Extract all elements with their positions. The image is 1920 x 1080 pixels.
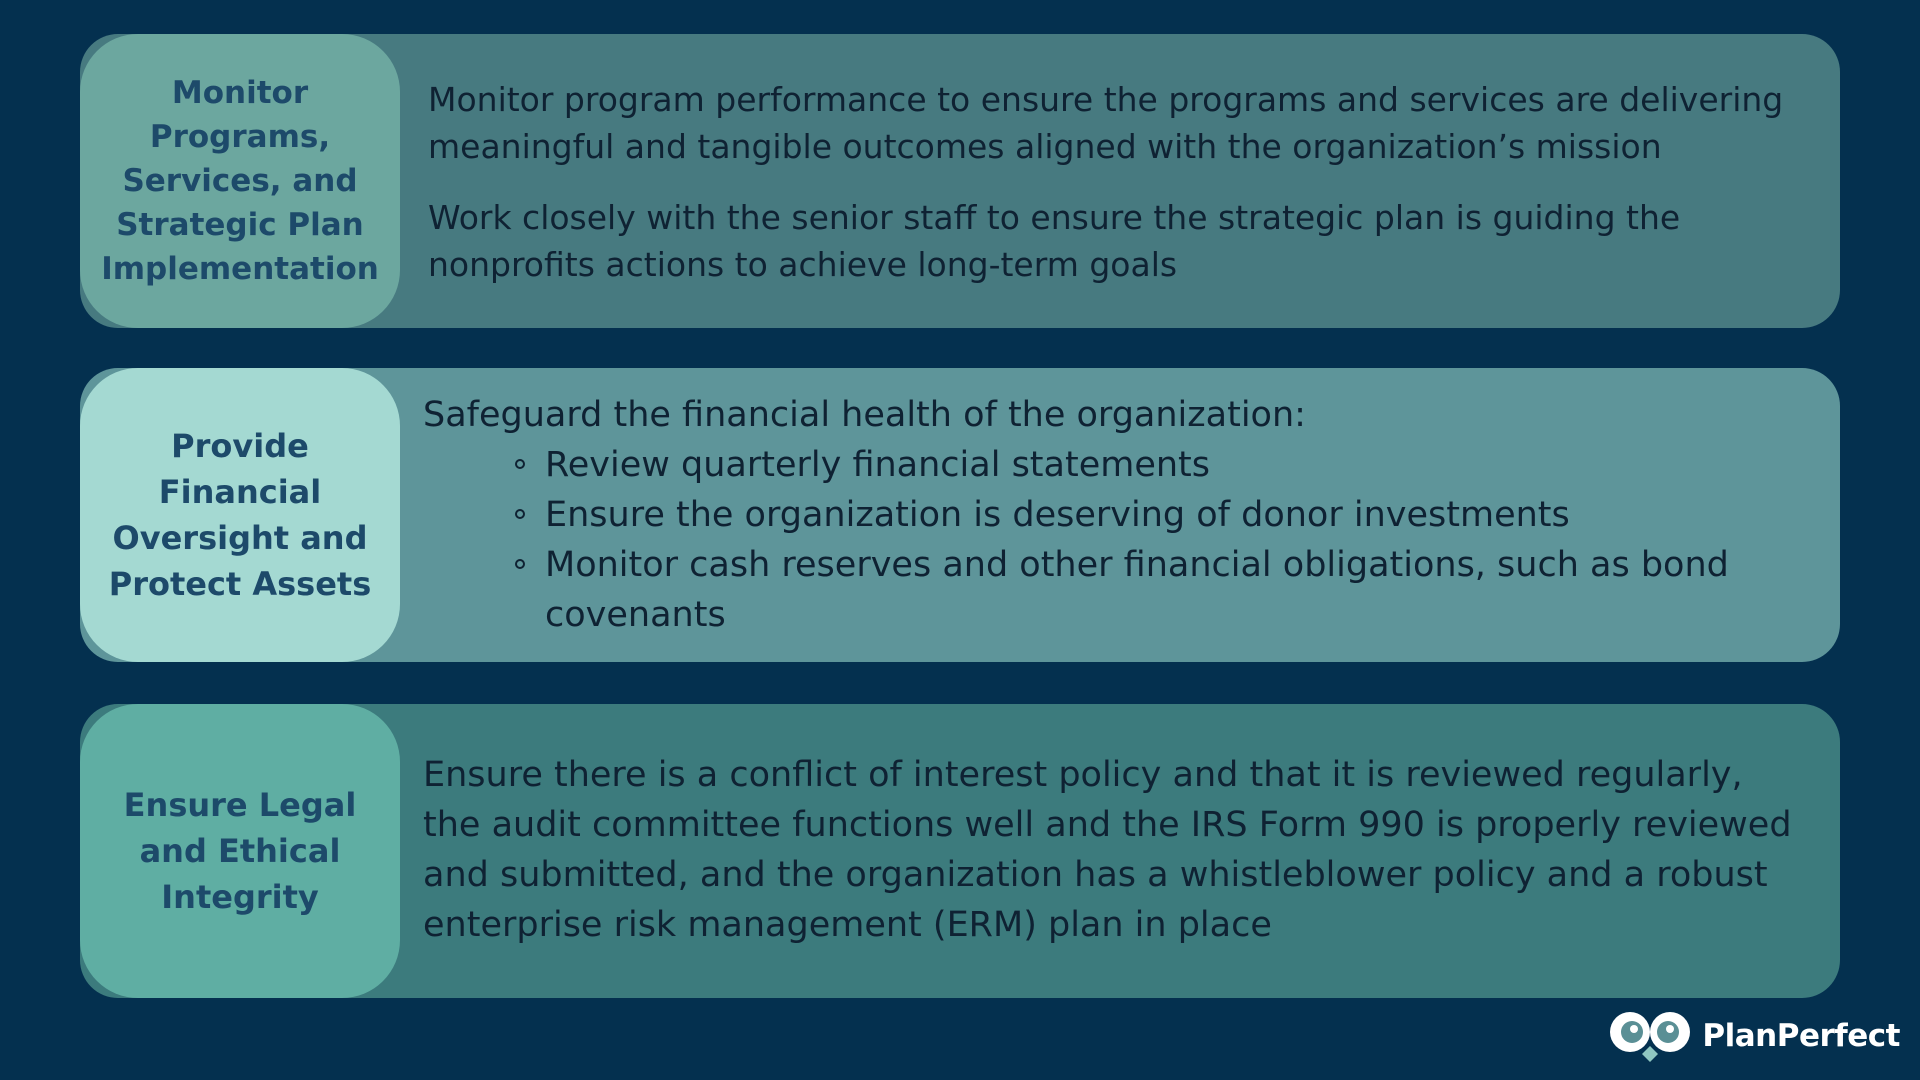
card-content-monitor-programs — [428, 76, 1804, 312]
card-legal-ethical — [80, 704, 1840, 998]
paragraph-program-performance: Monitor program performance to ensure the programs and services are delivering meaningful and tangible outcomes aligned with the organization’s mission — [428, 80, 1784, 166]
card-label-monitor-programs: Monitor Programs, Services, and Strategic Plan Implementation — [80, 34, 400, 328]
bullet-list-financial — [423, 440, 1804, 640]
paragraph-strategic-plan: Work closely with the senior staff to ensure the strategic plan is guiding the nonprofits actions to achieve long-term goals — [428, 198, 1681, 284]
card-label-legal-ethical: Ensure Legal and Ethical Integrity — [80, 704, 400, 998]
hollow-bullet-icon — [515, 559, 525, 569]
hollow-bullet-icon — [515, 509, 525, 519]
brand-name: PlanPerfect — [1702, 1018, 1900, 1054]
paragraph-legal-integrity: Ensure there is a conflict of interest policy and that it is reviewed regularly, the audit committee functions well and the IRS Form 990 is properly reviewed and submitted, and the organization has a whistleblower policy and a robust enterprise risk management (ERM) plan in place — [423, 755, 1792, 945]
list-item-text: Ensure the organization is deserving of donor investments — [545, 495, 1570, 535]
owl-eyes-logo-icon — [1608, 1008, 1692, 1064]
paragraph-safeguard-financial-health: Safeguard the financial health of the organization: — [423, 395, 1306, 435]
card-financial-oversight — [80, 368, 1840, 662]
list-item-text: Monitor cash reserves and other financial obligations, such as bond covenants — [545, 545, 1729, 635]
list-item — [545, 490, 1804, 540]
list-item — [545, 440, 1804, 490]
card-monitor-programs — [80, 34, 1840, 328]
card-content-legal-ethical — [423, 750, 1804, 950]
list-item-text: Review quarterly financial statements — [545, 445, 1210, 485]
card-content-financial-oversight — [423, 390, 1804, 640]
hollow-bullet-icon — [515, 459, 525, 469]
list-item — [545, 540, 1804, 640]
card-label-financial-oversight: Provide Financial Oversight and Protect Assets — [80, 368, 400, 662]
brand-logo — [1608, 1008, 1900, 1064]
